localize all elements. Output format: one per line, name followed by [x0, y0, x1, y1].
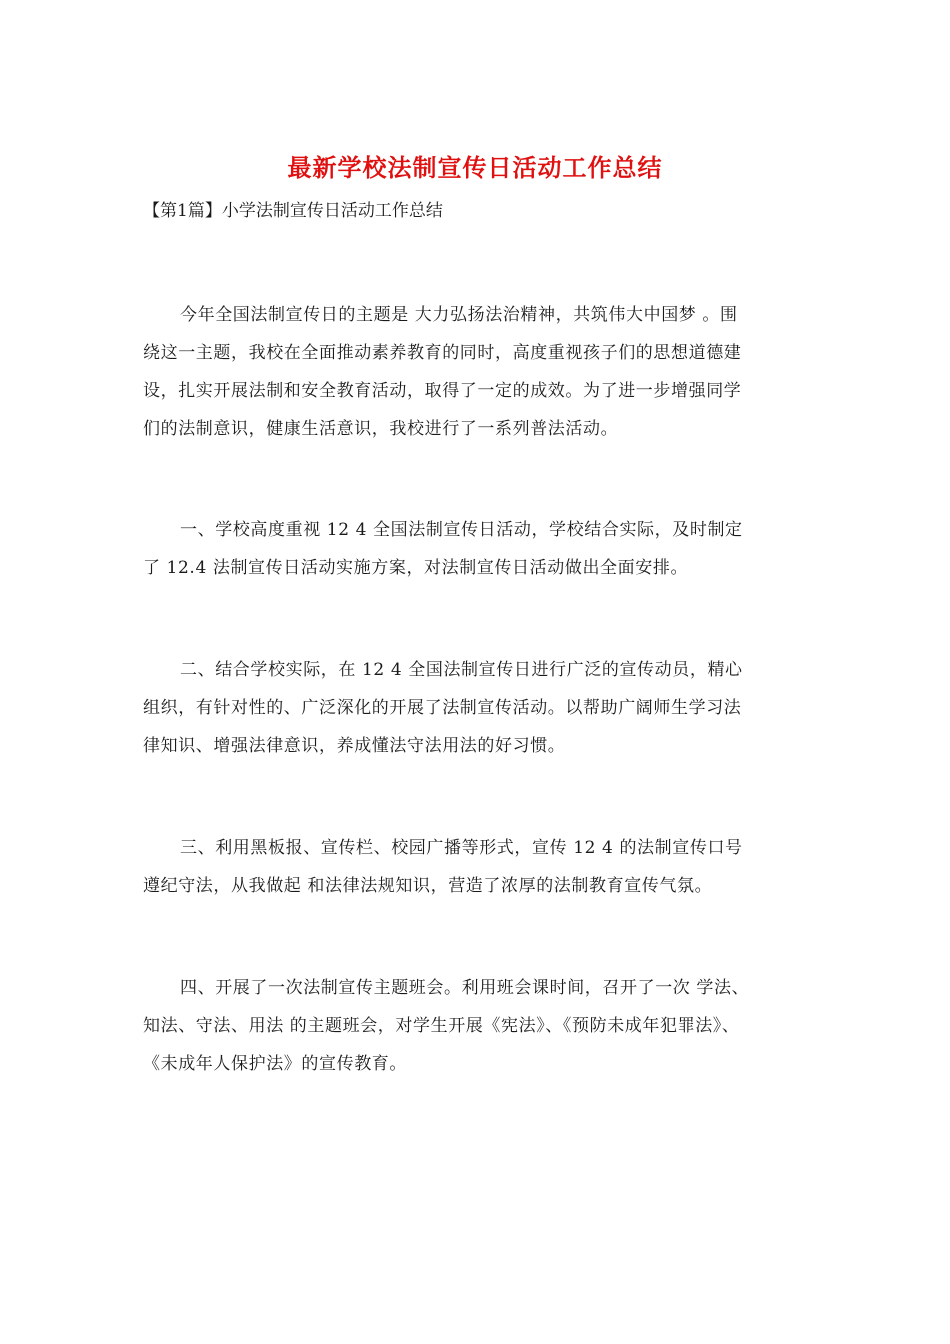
paragraph-item-2 [143, 651, 803, 765]
paragraph-line: 四、开展了一次法制宣传主题班会。利用班会课时间，召开了一次 学法、 [180, 978, 750, 998]
paragraph-line: 设，扎实开展法制和安全教育活动，取得了一定的成效。为了进一步增强同学 [143, 381, 742, 401]
section-heading: 【第1篇】小学法制宣传日活动工作总结 [143, 201, 443, 221]
paragraph-line: 遵纪守法，从我做起 和法律法规知识，营造了浓厚的法制教育宣传气氛。 [143, 876, 713, 896]
paragraph-line: 知法、守法、用法 的主题班会，对学生开展《宪法》、《预防未成年犯罪法》、 [143, 1016, 740, 1036]
paragraph-line: 律知识、增强法律意识，养成懂法守法用法的好习惯。 [143, 736, 566, 756]
paragraph-line: 一、学校高度重视 12 4 全国法制宣传日活动，学校结合实际，及时制定 [180, 520, 743, 540]
paragraph-item-3 [143, 829, 803, 905]
paragraph-item-1 [143, 511, 803, 587]
paragraph-theme [143, 296, 803, 448]
paragraph-line: 组织，有针对性的、广泛深化的开展了法制宣传活动。以帮助广阔师生学习法 [143, 698, 742, 718]
paragraph-line: 们的法制意识，健康生活意识，我校进行了一系列普法活动。 [143, 419, 619, 439]
paragraph-line: 三、利用黑板报、宣传栏、校园广播等形式，宣传 12 4 的法制宣传口号 [180, 838, 743, 858]
paragraph-line: 了 12.4 法制宣传日活动实施方案，对法制宣传日活动做出全面安排。 [143, 558, 689, 578]
paragraph-line: 绕这一主题，我校在全面推动素养教育的同时，高度重视孩子们的思想道德建 [143, 343, 742, 363]
paragraph-line: 二、结合学校实际，在 12 4 全国法制宣传日进行广泛的宣传动员，精心 [180, 660, 743, 680]
document-title: 最新学校法制宣传日活动工作总结 [287, 153, 663, 182]
paragraph-line: 《未成年人保护法》的宣传教育。 [143, 1054, 407, 1074]
paragraph-line: 今年全国法制宣传日的主题是 大力弘扬法治精神，共筑伟大中国梦 。围 [180, 305, 738, 325]
paragraph-item-4 [143, 969, 803, 1083]
